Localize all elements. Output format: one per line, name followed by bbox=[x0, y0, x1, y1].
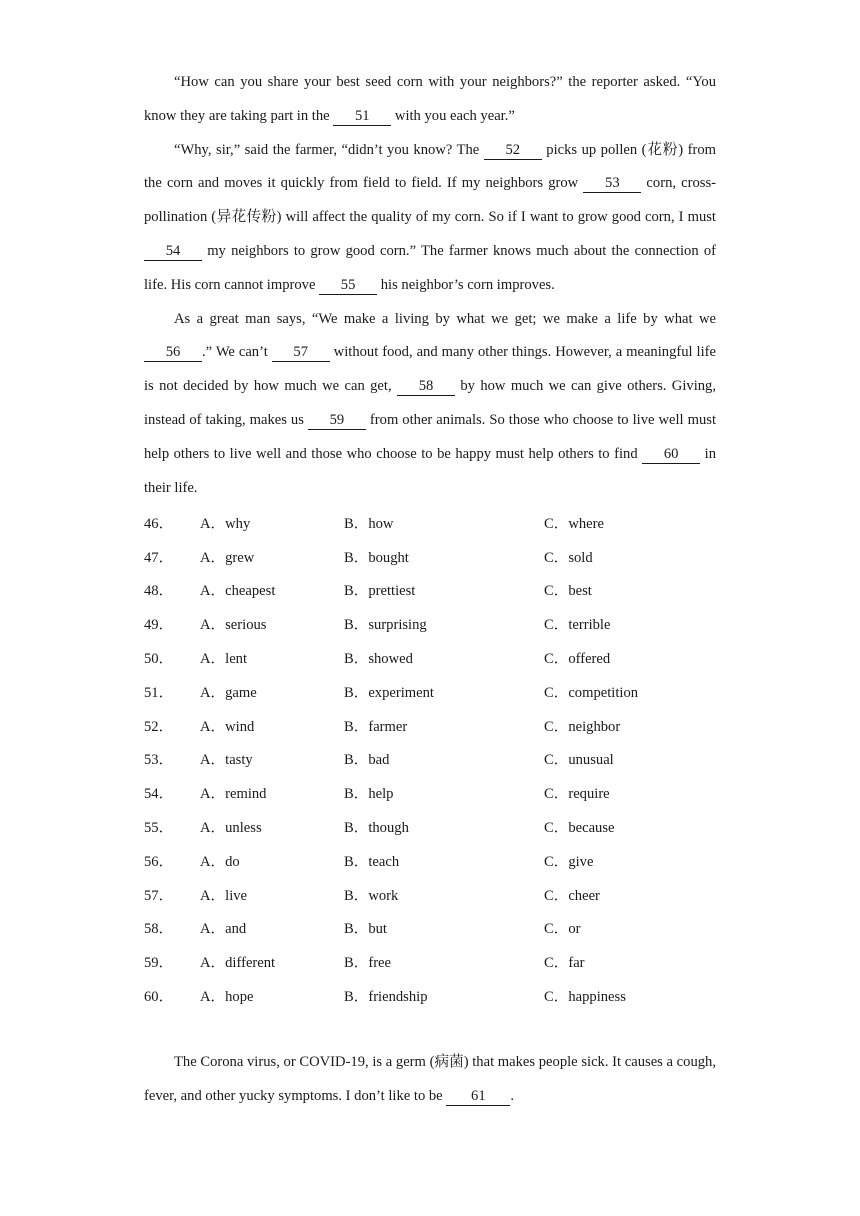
option-b: B．teach bbox=[344, 853, 400, 870]
text-run: from other animals. So those who choose to live well must help others to live well and those who choose to be happy must help others to find bbox=[144, 411, 716, 462]
option-a: A．unless bbox=[200, 819, 262, 836]
paragraph-reporter-question bbox=[144, 66, 716, 134]
option-a: A．grew bbox=[200, 549, 255, 566]
option-a: A．tasty bbox=[200, 752, 253, 769]
blank-58: 58 bbox=[397, 378, 455, 396]
option-c: C．give bbox=[544, 853, 594, 870]
question-row bbox=[144, 979, 716, 1013]
question-row bbox=[144, 573, 716, 607]
text-run: The Corona virus, or COVID-19, is a germ (病菌) that makes people sick. It causes a cough, fever, and other yucky symptoms. I don’t like to be bbox=[144, 1054, 716, 1105]
blank-55: 55 bbox=[319, 277, 377, 295]
option-c: C．best bbox=[544, 583, 592, 600]
blank-59: 59 bbox=[308, 412, 366, 430]
document-page bbox=[144, 66, 716, 1114]
option-c: C．require bbox=[544, 786, 610, 803]
text-run: by how much we can give others. Giving, instead of taking, makes us bbox=[144, 378, 716, 428]
question-number: 60． bbox=[144, 988, 174, 1005]
option-a: A．live bbox=[200, 887, 248, 904]
question-row bbox=[144, 505, 716, 539]
paragraph-farmer-answer bbox=[144, 134, 716, 303]
option-c: C．happiness bbox=[544, 988, 626, 1005]
option-b: B．farmer bbox=[344, 718, 408, 735]
option-b: B．how bbox=[344, 515, 394, 532]
question-number: 55． bbox=[144, 819, 174, 836]
blank-61: 61 bbox=[446, 1088, 510, 1106]
option-b: B．though bbox=[344, 819, 409, 836]
text-run: . bbox=[510, 1088, 514, 1105]
option-a: A．cheapest bbox=[200, 583, 276, 600]
question-row bbox=[144, 843, 716, 877]
option-c: C．cheer bbox=[544, 887, 600, 904]
text-run: my neighbors to grow good corn.” The farmer knows much about the connection of life. His corn cannot improve bbox=[144, 242, 716, 293]
question-row bbox=[144, 776, 716, 810]
question-row bbox=[144, 810, 716, 844]
option-c: C．far bbox=[544, 955, 585, 972]
question-number: 53． bbox=[144, 752, 174, 769]
option-b: B．free bbox=[344, 955, 392, 972]
text-run: corn, cross-pollination (异花传粉) will affect the quality of my corn. So if I want to grow good corn, I must bbox=[144, 175, 716, 226]
question-row bbox=[144, 539, 716, 573]
question-number: 46． bbox=[144, 515, 174, 532]
question-number: 51． bbox=[144, 684, 174, 701]
question-number: 48． bbox=[144, 583, 174, 600]
answer-options-list bbox=[144, 505, 716, 1012]
option-c: C．offered bbox=[544, 650, 611, 667]
option-a: A．lent bbox=[200, 650, 248, 667]
blank-52: 52 bbox=[484, 142, 542, 160]
option-a: A．remind bbox=[200, 786, 267, 803]
option-b: B．work bbox=[344, 887, 399, 904]
question-number: 50． bbox=[144, 650, 174, 667]
blank-51: 51 bbox=[333, 108, 391, 126]
option-a: A．hope bbox=[200, 988, 254, 1005]
option-b: B．but bbox=[344, 921, 387, 938]
text-run: As a great man says, “We make a living by what we get; we make a life by what we bbox=[174, 310, 716, 327]
option-c: C．competition bbox=[544, 684, 639, 701]
option-b: B．prettiest bbox=[344, 583, 416, 600]
question-row bbox=[144, 945, 716, 979]
option-a: A．do bbox=[200, 853, 240, 870]
option-a: A．and bbox=[200, 921, 247, 938]
blank-54: 54 bbox=[144, 243, 202, 261]
question-row bbox=[144, 674, 716, 708]
text-run: “How can you share your best seed corn with your neighbors?” the reporter asked. “You know they are taking part in the bbox=[144, 74, 716, 124]
question-row bbox=[144, 607, 716, 641]
option-a: A．game bbox=[200, 684, 257, 701]
text-run: picks up pollen (花粉) from the corn and moves it quickly from field to field. If my neighbors grow bbox=[144, 141, 716, 192]
question-row bbox=[144, 742, 716, 776]
option-b: B．surprising bbox=[344, 617, 427, 634]
question-number: 58． bbox=[144, 921, 174, 938]
question-row bbox=[144, 641, 716, 675]
option-c: C．where bbox=[544, 515, 604, 532]
question-row bbox=[144, 708, 716, 742]
option-c: C．or bbox=[544, 921, 581, 938]
option-a: A．different bbox=[200, 955, 276, 972]
blank-57: 57 bbox=[272, 344, 330, 362]
option-b: B．bought bbox=[344, 549, 409, 566]
option-a: A．serious bbox=[200, 617, 267, 634]
text-run: .” We can’t bbox=[202, 344, 272, 361]
question-row bbox=[144, 877, 716, 911]
text-run: his neighbor’s corn improves. bbox=[377, 276, 555, 293]
question-number: 47． bbox=[144, 549, 174, 566]
question-number: 54． bbox=[144, 786, 174, 803]
text-run: “Why, sir,” said the farmer, “didn’t you know? The bbox=[174, 141, 484, 158]
option-a: A．why bbox=[200, 515, 251, 532]
text-run: without food, and many other things. However, a meaningful life is not decided by how much we can get, bbox=[144, 344, 716, 395]
option-a: A．wind bbox=[200, 718, 255, 735]
question-number: 57． bbox=[144, 887, 174, 904]
text-run: with you each year.” bbox=[391, 107, 515, 124]
option-c: C．because bbox=[544, 819, 615, 836]
blank-56: 56 bbox=[144, 344, 202, 362]
option-b: B．experiment bbox=[344, 684, 434, 701]
question-number: 52． bbox=[144, 718, 174, 735]
option-b: B．friendship bbox=[344, 988, 428, 1005]
question-number: 59． bbox=[144, 955, 174, 972]
option-c: C．terrible bbox=[544, 617, 611, 634]
section-spacer bbox=[144, 1012, 716, 1046]
blank-53: 53 bbox=[583, 175, 641, 193]
option-b: B．help bbox=[344, 786, 394, 803]
option-c: C．sold bbox=[544, 549, 593, 566]
question-row bbox=[144, 911, 716, 945]
question-number: 56． bbox=[144, 853, 174, 870]
option-b: B．showed bbox=[344, 650, 413, 667]
paragraph-great-man-quote bbox=[144, 303, 716, 506]
paragraph-corona-virus bbox=[144, 1046, 716, 1114]
option-c: C．neighbor bbox=[544, 718, 621, 735]
option-b: B．bad bbox=[344, 752, 390, 769]
blank-60: 60 bbox=[642, 446, 700, 464]
text-run: in their life. bbox=[144, 445, 716, 496]
option-c: C．unusual bbox=[544, 752, 614, 769]
question-number: 49． bbox=[144, 617, 174, 634]
